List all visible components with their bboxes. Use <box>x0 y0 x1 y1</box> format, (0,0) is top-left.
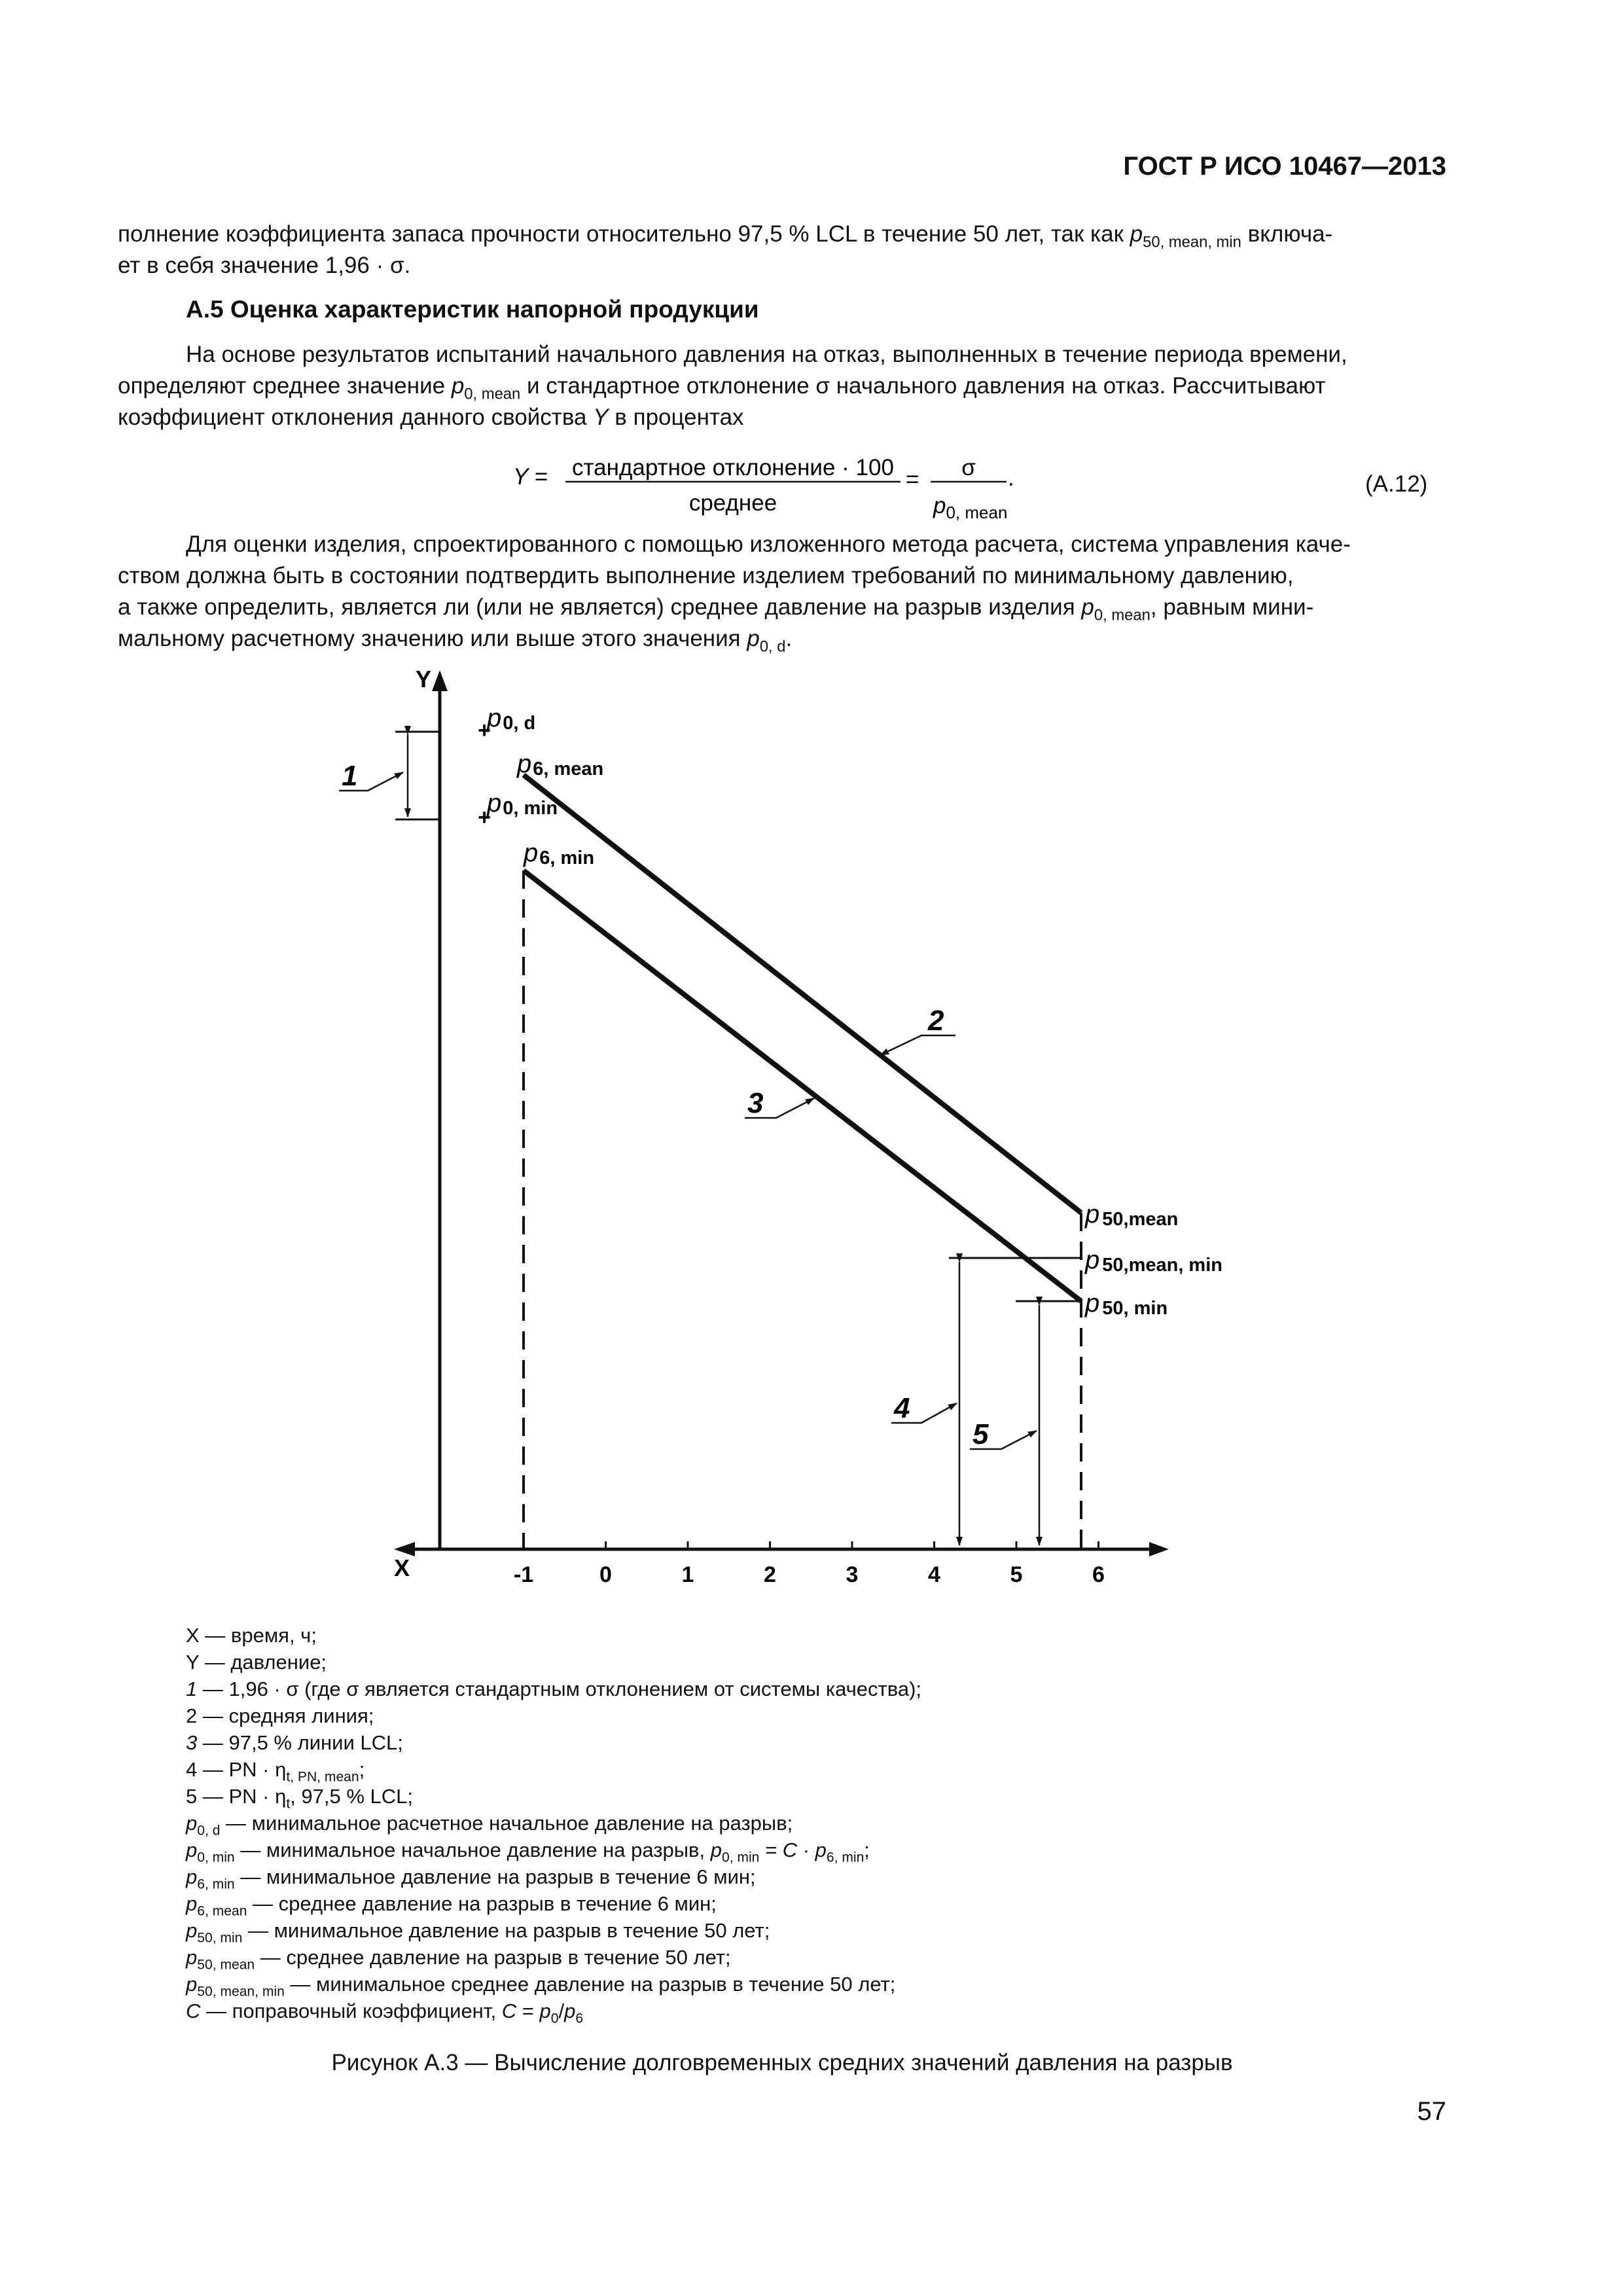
y-axis-arrow <box>432 670 448 691</box>
paragraph-line: определяют среднее значение $p_{0, mean}$ и стандартное отклонение σ начального давления на отказ. Рассчитывают <box>118 373 1326 403</box>
x-axis-label: X <box>394 1554 410 1581</box>
cross-mark: + <box>478 805 491 830</box>
label-p50mean: p 50,mean <box>1085 1200 1179 1230</box>
label-p0min: p0, min <box>487 789 558 819</box>
legend-item: $p_{0, min}$ — минимальное начальное давление на разрыв, $p_{0, min} = C \cdot p_{6, min}$; <box>186 1839 870 1865</box>
x-tick-label: 5 <box>1010 1562 1023 1587</box>
legend-item: $p_{50, mean}$ — среднее давление на разрыв в течение 50 лет; <box>186 1946 731 1973</box>
x-tick-label: 2 <box>764 1562 776 1587</box>
x-tick-label: 1 <box>681 1562 694 1587</box>
page-number: 57 <box>1417 2097 1446 2126</box>
paragraph-line: мальному расчетному значению или выше этого значения $p_{0, d}$. <box>118 626 793 656</box>
legend-item: X — время, ч; <box>186 1624 317 1647</box>
mean-line-2 <box>524 775 1081 1213</box>
legend-item: $p_{50, mean, min}$ — минимальное среднее давление на разрыв в течение 50 лет; <box>186 1973 896 2000</box>
paragraph-line: ством должна быть в состоянии подтвердить выполнение изделием требований по минимальному давлению, <box>118 563 1294 588</box>
callout-2: 2 <box>928 1005 944 1037</box>
legend-item: 5 — PN · $\eta_t$, 97,5 % LCL; <box>186 1785 414 1812</box>
callout-5: 5 <box>972 1418 989 1450</box>
legend-item: $p_{50, min}$ — минимальное давление на разрыв в течение 50 лет; <box>186 1919 770 1946</box>
legend-item: 2 — средняя линия; <box>186 1704 374 1727</box>
legend-item: $p_{0, d}$ — минимальное расчетное начальное давление на разрыв; <box>186 1812 793 1839</box>
label-p6mean: p6, mean <box>517 749 604 780</box>
paragraph-line: На основе результатов испытаний начального давления на отказ, выполненных в течение периода времени, <box>186 342 1347 367</box>
x-tick-label: 6 <box>1092 1562 1105 1587</box>
x-tick-label: 0 <box>599 1562 612 1587</box>
formula-denominator-1: среднее <box>688 490 777 516</box>
legend-item: 1 — 1,96 · σ (где σ является стандартным отклонением от системы качества); <box>186 1677 922 1700</box>
callout-4: 4 <box>894 1392 910 1424</box>
legend-item: 4 — PN · $\eta_{t, PN, mean}$; <box>186 1758 365 1785</box>
label-p0d: p0, d <box>487 704 536 734</box>
x-tick-label: -1 <box>513 1562 534 1587</box>
formula-period: . <box>1008 465 1014 491</box>
x-axis-arrow-right <box>1149 1542 1169 1556</box>
x-tick-label: 4 <box>928 1562 940 1587</box>
figure-legend <box>186 1622 921 2024</box>
formula-numerator-2: σ <box>961 455 976 480</box>
formula-denominator-2: $p_{0, mean}$ <box>933 493 1008 522</box>
label-p50min: p 50, min <box>1085 1289 1168 1319</box>
formula-number: (А.12) <box>1365 471 1428 497</box>
lcl-line-3 <box>524 870 1081 1301</box>
formula-lhs: Y = <box>513 464 548 490</box>
legend-item: $p_{6, mean}$ — среднее давление на разрыв в течение 6 мин; <box>186 1892 717 1919</box>
paragraph-line: коэффициент отклонения данного свойства Y в процентах <box>118 404 744 430</box>
legend-item: C — поправочный коэффициент, $C = p_0/p_6$ <box>186 2000 584 2026</box>
label-p50meanmin: p 50,mean, min <box>1085 1246 1222 1276</box>
callout-1: 1 <box>342 760 358 792</box>
cross-mark: + <box>478 718 491 743</box>
paragraph-line: а также определить, является ли (или не является) среднее давление на разрыв изделия $p_{0, mean}$, равным мини- <box>118 594 1314 624</box>
legend-item: $p_{6, min}$ — минимальное давление на разрыв в течение 6 мин; <box>186 1865 756 1892</box>
y-axis-label: Y <box>416 666 432 692</box>
label-p6min: p6, min <box>524 838 595 869</box>
formula-equals: = <box>906 467 919 492</box>
callout-3: 3 <box>747 1087 764 1119</box>
paragraph-line: полнение коэффициента запаса прочности относительно 97,5 % LCL в течение 50 лет, так как $p_{50, mean, min}$ включа- <box>118 221 1333 251</box>
legend-item: Y — давление; <box>186 1651 327 1674</box>
figure-caption: Рисунок А.3 — Вычисление долговременных средних значений давления на разрыв <box>331 2050 1233 2075</box>
paragraph-line: Для оценки изделия, спроектированного с помощью изложенного метода расчета, система управления каче- <box>186 531 1351 557</box>
x-tick-label: 3 <box>846 1562 859 1587</box>
section-heading: А.5 Оценка характеристик напорной продукции <box>186 296 759 323</box>
callout-2-leader <box>880 1035 955 1055</box>
paragraph-line: ет в себя значение 1,96 · σ. <box>118 253 411 278</box>
legend-item: 3 — 97,5 % линии LCL; <box>186 1731 403 1754</box>
document-header: ГОСТ Р ИСО 10467—2013 <box>1123 152 1446 181</box>
formula-numerator-1: стандартное отклонение · 100 <box>572 455 894 480</box>
